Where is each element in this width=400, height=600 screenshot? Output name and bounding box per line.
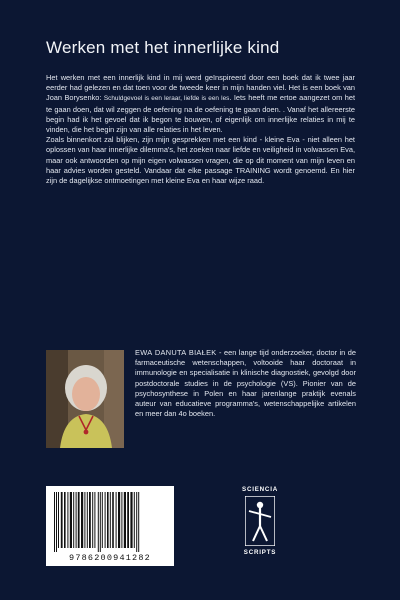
barcode-bar [134, 492, 135, 548]
barcode-bar [81, 492, 83, 548]
blurb-paragraph-2: Zoals binnenkort zal blijken, zijn mijn gesprekken met een kind - kleine Eva - niet alleen het oplossen van haar innerlijke dilemma's, het zoeken naar liefde en veiligheid in volwassen Eva, maar ook antwoorden op mijn eigen volwassen vragen, die op dit moment van mijn leven en haar advies worden gesteld. Vandaar dat elke passage TRAINING wordt genoemd. En hier zijn de dagelijkse ontmoetingen met kleine Eva en haar wijze raad. [46, 135, 355, 186]
barcode-bar [64, 492, 66, 548]
isbn-number: 9786200941282 [69, 553, 151, 563]
barcode-bar [121, 492, 122, 548]
barcode-bars [52, 492, 168, 552]
barcode-bar [56, 492, 57, 552]
publisher-logo-bottom-text: SCRIPTS [243, 549, 277, 556]
barcode-bar [100, 492, 101, 552]
barcode-bar [130, 492, 132, 548]
author-name: EWA DANUTA BIAŁEK [135, 348, 217, 357]
barcode-bar [78, 492, 80, 548]
barcode-bar [118, 492, 120, 548]
barcode-bar [84, 492, 85, 548]
barcode-bar [110, 492, 111, 548]
author-photo [46, 350, 124, 448]
barcode-bar [124, 492, 126, 548]
barcode-bar [92, 492, 93, 548]
barcode-bar [67, 492, 68, 548]
barcode-bar [87, 492, 88, 548]
barcode-bar [73, 492, 74, 548]
referenced-book-title: Schuldgevoel is een leraar, liefde is een les [103, 95, 230, 103]
barcode-bar [61, 492, 63, 548]
blurb-paragraph-1: Het werken met een innerlijk kind in mij werd geïnspireerd door een boek dat ik twee jaar eerder had gelezen en dat toen voor de tweede keer in mijn handen viel. Het is een boek van Joan Borysenko: Schuldgevoel is een leraar, liefde is een les. Iets heeft me ertoe aangezet om het te gaan doen, dat wil zeggen de oefening na de oefening te gaan doen. . Vanaf het allereerste begin had ik het gevoel dat ik begon te bouwen, of eigenlijk om innerlijke relaties in mij te vinden, die het begin zijn van alle relaties in het leven. [46, 73, 355, 135]
publisher-emblem-icon [245, 496, 275, 546]
barcode-bar [127, 492, 129, 548]
barcode-bar [70, 492, 72, 548]
author-bio [135, 348, 356, 419]
barcode-bar [112, 492, 114, 548]
barcode-bar [138, 492, 139, 552]
book-blurb [46, 73, 355, 186]
barcode-bar [89, 492, 91, 548]
barcode-bar [94, 492, 95, 548]
book-title: Werken met het innerlijke kind [46, 38, 280, 57]
publisher-logo [238, 486, 282, 568]
isbn-barcode [46, 486, 174, 566]
barcode-bar [107, 492, 109, 548]
barcode-bar [105, 492, 106, 548]
barcode-bar [98, 492, 99, 552]
barcode-bar [58, 492, 59, 548]
barcode-bar [116, 492, 117, 548]
barcode-bar [76, 492, 77, 548]
barcode-bar [54, 492, 55, 552]
author-bio-text: - een lange tijd onderzoeker, doctor in de farmaceutische wetenschappen, voltooide haar doctoraat in immunologie en specialisatie in klinische diagnostiek, gevolgd door postdoctorale studies in de psychologie (VS). Pionier van de psychosynthese in Polen en haar jarenlange praktijk evenals auteur van educatieve programma's, wetenschappelijke artikelen en meer dan 4o boeken. [135, 348, 357, 419]
barcode-bar [102, 492, 103, 548]
barcode-bar [136, 492, 137, 552]
publisher-logo-top-text: SCIENCIA [242, 486, 278, 493]
